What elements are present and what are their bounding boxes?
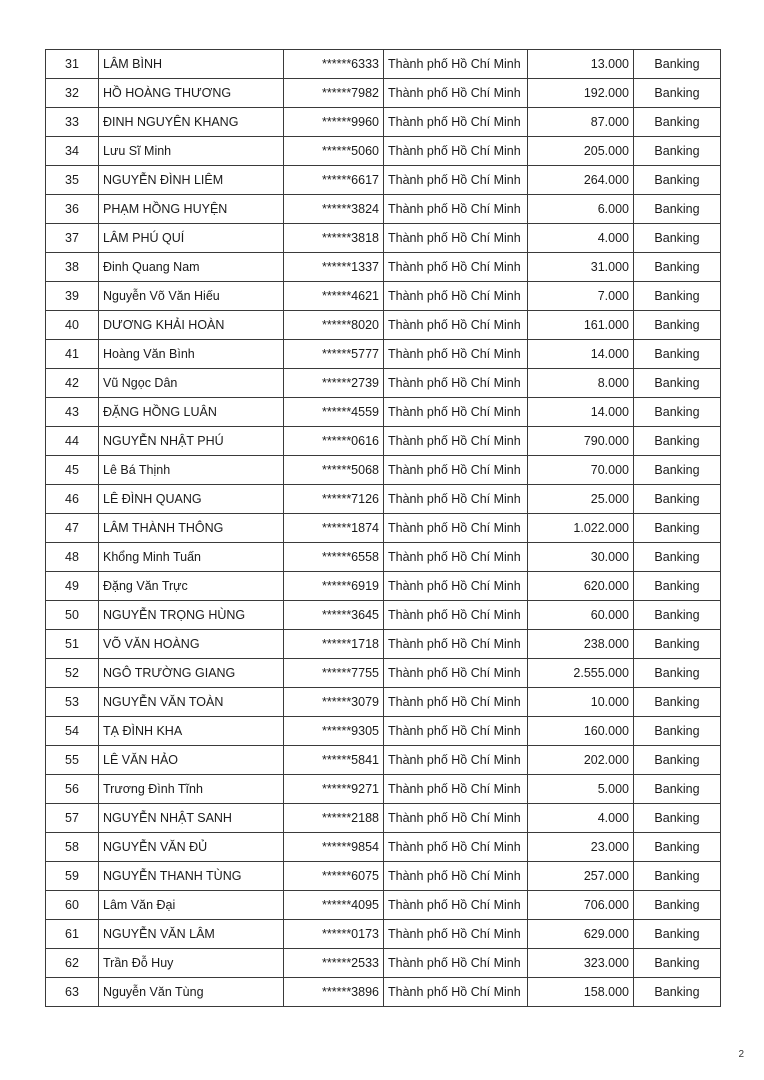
city-cell: Thành phố Hồ Chí Minh: [384, 253, 528, 282]
account-cell: ******9305: [284, 717, 384, 746]
city-cell: Thành phố Hồ Chí Minh: [384, 456, 528, 485]
amount-cell: 790.000: [528, 427, 634, 456]
account-cell: ******1337: [284, 253, 384, 282]
name-cell: Nguyễn Văn Tùng: [99, 978, 284, 1007]
table-row: [46, 862, 721, 891]
amount-cell: 7.000: [528, 282, 634, 311]
row-number-cell: 47: [46, 514, 99, 543]
table-row: [46, 775, 721, 804]
name-cell: HỒ HOÀNG THƯƠNG: [99, 79, 284, 108]
row-number-cell: 32: [46, 79, 99, 108]
account-cell: ******5841: [284, 746, 384, 775]
name-cell: LÊ VĂN HẢO: [99, 746, 284, 775]
channel-cell: Banking: [634, 804, 721, 833]
table-row: [46, 717, 721, 746]
city-cell: Thành phố Hồ Chí Minh: [384, 659, 528, 688]
table-row: [46, 514, 721, 543]
table-row: [46, 891, 721, 920]
row-number-cell: 38: [46, 253, 99, 282]
city-cell: Thành phố Hồ Chí Minh: [384, 369, 528, 398]
channel-cell: Banking: [634, 717, 721, 746]
row-number-cell: 33: [46, 108, 99, 137]
account-cell: ******4621: [284, 282, 384, 311]
amount-cell: 8.000: [528, 369, 634, 398]
table-row: [46, 949, 721, 978]
row-number-cell: 61: [46, 920, 99, 949]
account-cell: ******7982: [284, 79, 384, 108]
account-cell: ******6558: [284, 543, 384, 572]
account-cell: ******4559: [284, 398, 384, 427]
account-cell: ******2739: [284, 369, 384, 398]
amount-cell: 205.000: [528, 137, 634, 166]
table-row: [46, 50, 721, 79]
account-cell: ******5068: [284, 456, 384, 485]
channel-cell: Banking: [634, 195, 721, 224]
city-cell: Thành phố Hồ Chí Minh: [384, 282, 528, 311]
row-number-cell: 59: [46, 862, 99, 891]
table-row: [46, 804, 721, 833]
city-cell: Thành phố Hồ Chí Minh: [384, 862, 528, 891]
row-number-cell: 40: [46, 311, 99, 340]
account-cell: ******6075: [284, 862, 384, 891]
city-cell: Thành phố Hồ Chí Minh: [384, 108, 528, 137]
channel-cell: Banking: [634, 340, 721, 369]
city-cell: Thành phố Hồ Chí Minh: [384, 688, 528, 717]
amount-cell: 161.000: [528, 311, 634, 340]
channel-cell: Banking: [634, 601, 721, 630]
row-number-cell: 58: [46, 833, 99, 862]
row-number-cell: 51: [46, 630, 99, 659]
table-row: [46, 601, 721, 630]
table-row: [46, 79, 721, 108]
row-number-cell: 31: [46, 50, 99, 79]
name-cell: Lâm Văn Đại: [99, 891, 284, 920]
name-cell: Đinh Quang Nam: [99, 253, 284, 282]
page-number: 2: [738, 1049, 744, 1060]
row-number-cell: 49: [46, 572, 99, 601]
table-row: [46, 369, 721, 398]
city-cell: Thành phố Hồ Chí Minh: [384, 601, 528, 630]
name-cell: ĐẶNG HỒNG LUÂN: [99, 398, 284, 427]
amount-cell: 70.000: [528, 456, 634, 485]
row-number-cell: 56: [46, 775, 99, 804]
channel-cell: Banking: [634, 456, 721, 485]
row-number-cell: 36: [46, 195, 99, 224]
channel-cell: Banking: [634, 514, 721, 543]
channel-cell: Banking: [634, 833, 721, 862]
amount-cell: 264.000: [528, 166, 634, 195]
channel-cell: Banking: [634, 311, 721, 340]
amount-cell: 14.000: [528, 340, 634, 369]
channel-cell: Banking: [634, 398, 721, 427]
row-number-cell: 50: [46, 601, 99, 630]
name-cell: Lưu Sĩ Minh: [99, 137, 284, 166]
account-cell: ******2533: [284, 949, 384, 978]
amount-cell: 23.000: [528, 833, 634, 862]
city-cell: Thành phố Hồ Chí Minh: [384, 166, 528, 195]
name-cell: Trương Đình Tĩnh: [99, 775, 284, 804]
amount-cell: 257.000: [528, 862, 634, 891]
amount-cell: 4.000: [528, 224, 634, 253]
name-cell: NGUYỄN VĂN TOÀN: [99, 688, 284, 717]
name-cell: LÊ ĐÌNH QUANG: [99, 485, 284, 514]
city-cell: Thành phố Hồ Chí Minh: [384, 746, 528, 775]
row-number-cell: 53: [46, 688, 99, 717]
channel-cell: Banking: [634, 50, 721, 79]
amount-cell: 60.000: [528, 601, 634, 630]
amount-cell: 202.000: [528, 746, 634, 775]
table-row: [46, 282, 721, 311]
account-cell: ******1718: [284, 630, 384, 659]
table-row: [46, 688, 721, 717]
channel-cell: Banking: [634, 543, 721, 572]
table-row: [46, 543, 721, 572]
row-number-cell: 63: [46, 978, 99, 1007]
amount-cell: 192.000: [528, 79, 634, 108]
city-cell: Thành phố Hồ Chí Minh: [384, 224, 528, 253]
city-cell: Thành phố Hồ Chí Minh: [384, 311, 528, 340]
name-cell: NGUYỄN VĂN ĐỦ: [99, 833, 284, 862]
account-cell: ******3824: [284, 195, 384, 224]
amount-cell: 31.000: [528, 253, 634, 282]
amount-cell: 6.000: [528, 195, 634, 224]
row-number-cell: 54: [46, 717, 99, 746]
table-row: [46, 340, 721, 369]
account-cell: ******3079: [284, 688, 384, 717]
city-cell: Thành phố Hồ Chí Minh: [384, 50, 528, 79]
amount-cell: 5.000: [528, 775, 634, 804]
account-cell: ******9271: [284, 775, 384, 804]
amount-cell: 2.555.000: [528, 659, 634, 688]
account-cell: ******8020: [284, 311, 384, 340]
city-cell: Thành phố Hồ Chí Minh: [384, 485, 528, 514]
channel-cell: Banking: [634, 253, 721, 282]
name-cell: LÂM THÀNH THÔNG: [99, 514, 284, 543]
amount-cell: 629.000: [528, 920, 634, 949]
city-cell: Thành phố Hồ Chí Minh: [384, 543, 528, 572]
row-number-cell: 60: [46, 891, 99, 920]
row-number-cell: 45: [46, 456, 99, 485]
channel-cell: Banking: [634, 862, 721, 891]
account-cell: ******3645: [284, 601, 384, 630]
name-cell: TẠ ĐÌNH KHA: [99, 717, 284, 746]
name-cell: NGUYỄN NHẬT PHÚ: [99, 427, 284, 456]
table-row: [46, 833, 721, 862]
account-cell: ******5060: [284, 137, 384, 166]
amount-cell: 25.000: [528, 485, 634, 514]
table-row: [46, 137, 721, 166]
row-number-cell: 37: [46, 224, 99, 253]
amount-cell: 323.000: [528, 949, 634, 978]
name-cell: VÕ VĂN HOÀNG: [99, 630, 284, 659]
table-row: [46, 166, 721, 195]
account-cell: ******6919: [284, 572, 384, 601]
account-cell: ******6333: [284, 50, 384, 79]
channel-cell: Banking: [634, 427, 721, 456]
channel-cell: Banking: [634, 224, 721, 253]
channel-cell: Banking: [634, 108, 721, 137]
table-row: [46, 630, 721, 659]
table-row: [46, 978, 721, 1007]
city-cell: Thành phố Hồ Chí Minh: [384, 833, 528, 862]
table-row: [46, 253, 721, 282]
amount-cell: 13.000: [528, 50, 634, 79]
account-cell: ******7755: [284, 659, 384, 688]
account-cell: ******3896: [284, 978, 384, 1007]
table-row: [46, 572, 721, 601]
city-cell: Thành phố Hồ Chí Minh: [384, 630, 528, 659]
name-cell: Khổng Minh Tuấn: [99, 543, 284, 572]
table-row: [46, 195, 721, 224]
amount-cell: 1.022.000: [528, 514, 634, 543]
row-number-cell: 57: [46, 804, 99, 833]
channel-cell: Banking: [634, 485, 721, 514]
name-cell: DƯƠNG KHẢI HOÀN: [99, 311, 284, 340]
city-cell: Thành phố Hồ Chí Minh: [384, 137, 528, 166]
name-cell: NGUYỄN TRỌNG HÙNG: [99, 601, 284, 630]
amount-cell: 238.000: [528, 630, 634, 659]
row-number-cell: 44: [46, 427, 99, 456]
name-cell: LÂM BÌNH: [99, 50, 284, 79]
amount-cell: 158.000: [528, 978, 634, 1007]
city-cell: Thành phố Hồ Chí Minh: [384, 572, 528, 601]
channel-cell: Banking: [634, 630, 721, 659]
account-cell: ******0173: [284, 920, 384, 949]
row-number-cell: 43: [46, 398, 99, 427]
table-row: [46, 485, 721, 514]
amount-cell: 87.000: [528, 108, 634, 137]
row-number-cell: 62: [46, 949, 99, 978]
name-cell: NGUYỄN VĂN LÂM: [99, 920, 284, 949]
channel-cell: Banking: [634, 746, 721, 775]
city-cell: Thành phố Hồ Chí Minh: [384, 949, 528, 978]
account-cell: ******5777: [284, 340, 384, 369]
name-cell: PHẠM HỒNG HUYỆN: [99, 195, 284, 224]
name-cell: Đặng Văn Trực: [99, 572, 284, 601]
row-number-cell: 42: [46, 369, 99, 398]
name-cell: LÂM PHÚ QUÍ: [99, 224, 284, 253]
row-number-cell: 52: [46, 659, 99, 688]
table-row: [46, 224, 721, 253]
name-cell: Vũ Ngọc Dân: [99, 369, 284, 398]
account-cell: ******1874: [284, 514, 384, 543]
account-cell: ******2188: [284, 804, 384, 833]
city-cell: Thành phố Hồ Chí Minh: [384, 79, 528, 108]
table-row: [46, 398, 721, 427]
channel-cell: Banking: [634, 659, 721, 688]
channel-cell: Banking: [634, 688, 721, 717]
city-cell: Thành phố Hồ Chí Minh: [384, 804, 528, 833]
table-row: [46, 108, 721, 137]
row-number-cell: 46: [46, 485, 99, 514]
account-cell: ******9960: [284, 108, 384, 137]
row-number-cell: 55: [46, 746, 99, 775]
city-cell: Thành phố Hồ Chí Minh: [384, 340, 528, 369]
account-cell: ******6617: [284, 166, 384, 195]
channel-cell: Banking: [634, 920, 721, 949]
channel-cell: Banking: [634, 282, 721, 311]
amount-cell: 160.000: [528, 717, 634, 746]
table-row: [46, 920, 721, 949]
channel-cell: Banking: [634, 166, 721, 195]
city-cell: Thành phố Hồ Chí Minh: [384, 891, 528, 920]
row-number-cell: 39: [46, 282, 99, 311]
account-cell: ******3818: [284, 224, 384, 253]
city-cell: Thành phố Hồ Chí Minh: [384, 514, 528, 543]
table-row: [46, 746, 721, 775]
channel-cell: Banking: [634, 775, 721, 804]
account-cell: ******7126: [284, 485, 384, 514]
name-cell: Trần Đỗ Huy: [99, 949, 284, 978]
name-cell: NGUYỄN NHẬT SANH: [99, 804, 284, 833]
table-row: [46, 427, 721, 456]
donor-table-body: [46, 50, 721, 1007]
donor-table: [45, 49, 721, 1007]
row-number-cell: 41: [46, 340, 99, 369]
city-cell: Thành phố Hồ Chí Minh: [384, 978, 528, 1007]
channel-cell: Banking: [634, 891, 721, 920]
channel-cell: Banking: [634, 572, 721, 601]
amount-cell: 10.000: [528, 688, 634, 717]
name-cell: Nguyễn Võ Văn Hiếu: [99, 282, 284, 311]
amount-cell: 620.000: [528, 572, 634, 601]
table-row: [46, 456, 721, 485]
name-cell: ĐINH NGUYÊN KHANG: [99, 108, 284, 137]
channel-cell: Banking: [634, 369, 721, 398]
name-cell: NGÔ TRƯỜNG GIANG: [99, 659, 284, 688]
table-row: [46, 659, 721, 688]
city-cell: Thành phố Hồ Chí Minh: [384, 427, 528, 456]
channel-cell: Banking: [634, 978, 721, 1007]
row-number-cell: 34: [46, 137, 99, 166]
name-cell: Hoàng Văn Bình: [99, 340, 284, 369]
city-cell: Thành phố Hồ Chí Minh: [384, 775, 528, 804]
row-number-cell: 35: [46, 166, 99, 195]
channel-cell: Banking: [634, 79, 721, 108]
name-cell: Lê Bá Thịnh: [99, 456, 284, 485]
amount-cell: 14.000: [528, 398, 634, 427]
amount-cell: 30.000: [528, 543, 634, 572]
channel-cell: Banking: [634, 137, 721, 166]
row-number-cell: 48: [46, 543, 99, 572]
name-cell: NGUYỄN THANH TÙNG: [99, 862, 284, 891]
city-cell: Thành phố Hồ Chí Minh: [384, 195, 528, 224]
table-row: [46, 311, 721, 340]
account-cell: ******4095: [284, 891, 384, 920]
city-cell: Thành phố Hồ Chí Minh: [384, 717, 528, 746]
city-cell: Thành phố Hồ Chí Minh: [384, 920, 528, 949]
amount-cell: 4.000: [528, 804, 634, 833]
channel-cell: Banking: [634, 949, 721, 978]
account-cell: ******9854: [284, 833, 384, 862]
amount-cell: 706.000: [528, 891, 634, 920]
city-cell: Thành phố Hồ Chí Minh: [384, 398, 528, 427]
account-cell: ******0616: [284, 427, 384, 456]
name-cell: NGUYỄN ĐÌNH LIÊM: [99, 166, 284, 195]
